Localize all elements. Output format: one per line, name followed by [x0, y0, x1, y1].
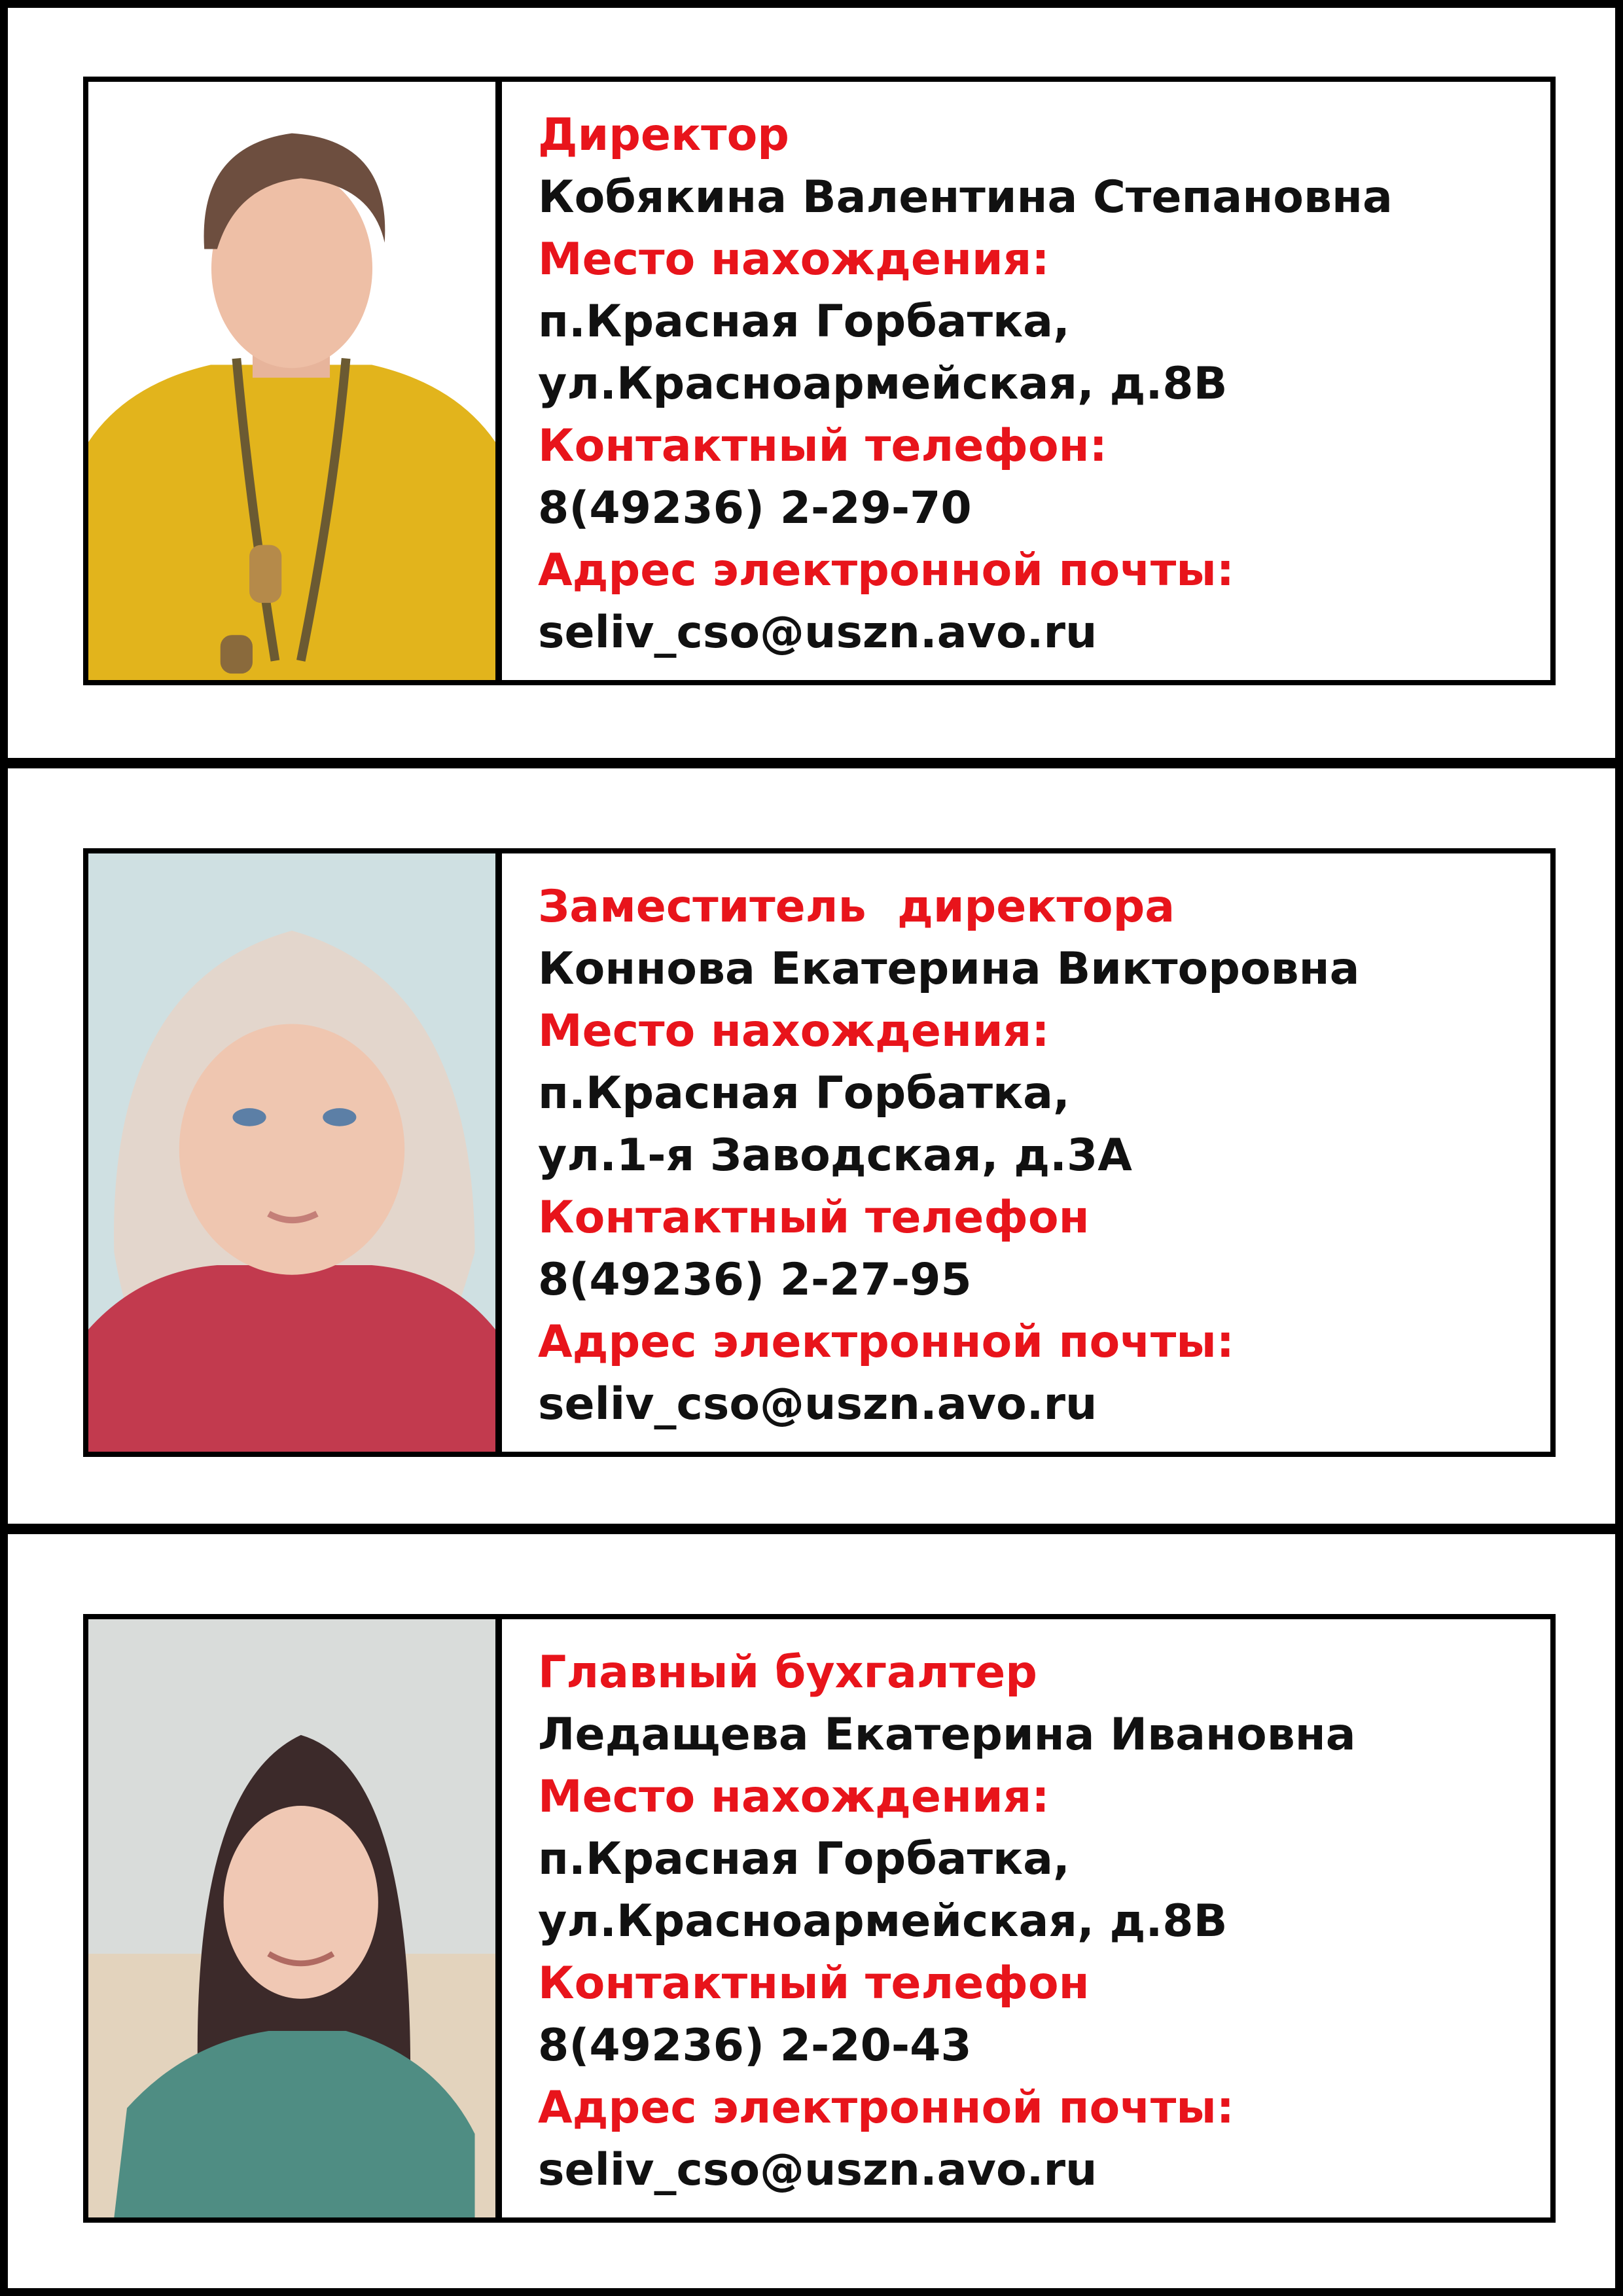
- contact-info-accountant: [502, 1619, 1550, 2217]
- phone-label: Контактный телефон:: [538, 420, 1107, 472]
- contact-info-director: [502, 82, 1550, 680]
- phone-number: 8(49236) 2-29-70: [538, 482, 972, 534]
- photo-director: [88, 82, 502, 680]
- email-label: Адрес электронной почты:: [538, 2082, 1234, 2134]
- contact-card-director: [83, 77, 1556, 685]
- photo-deputy: [88, 853, 502, 1452]
- address-line-1: п.Красная Горбатка,: [538, 1067, 1070, 1119]
- phone-label: Контактный телефон: [538, 1192, 1090, 1244]
- contact-card-accountant: [83, 1614, 1556, 2223]
- panel-director: [0, 0, 1623, 766]
- person-name: Кобякина Валентина Степановна: [538, 171, 1393, 223]
- person-name: Ледащева Екатерина Ивановна: [538, 1709, 1356, 1761]
- email-address: seliv_cso@uszn.avo.ru: [538, 1378, 1097, 1430]
- address-line-2: ул.Красноармейская, д.8В: [538, 1895, 1228, 1947]
- panel-accountant: [0, 1526, 1623, 2296]
- email-address: seliv_cso@uszn.avo.ru: [538, 607, 1097, 658]
- position-title: Главный бухгалтер: [538, 1647, 1037, 1698]
- phone-number: 8(49236) 2-27-95: [538, 1254, 972, 1306]
- address-line-2: ул.1-я Заводская, д.3А: [538, 1130, 1132, 1181]
- photo-accountant: [88, 1619, 502, 2217]
- position-title: Заместитель директора: [538, 881, 1175, 933]
- portrait-icon: [88, 853, 495, 1452]
- address-line-2: ул.Красноармейская, д.8В: [538, 358, 1228, 410]
- address-line-1: п.Красная Горбатка,: [538, 296, 1070, 348]
- position-title: Директор: [538, 109, 789, 161]
- portrait-icon: [88, 1619, 495, 2217]
- address-line-1: п.Красная Горбатка,: [538, 1833, 1070, 1885]
- phone-label: Контактный телефон: [538, 1958, 1090, 2009]
- email-label: Адрес электронной почты:: [538, 545, 1234, 596]
- contact-info-deputy: [502, 853, 1550, 1452]
- panel-deputy: [0, 761, 1623, 1532]
- location-label: Место нахождения:: [538, 1771, 1050, 1823]
- phone-number: 8(49236) 2-20-43: [538, 2020, 972, 2072]
- email-label: Адрес электронной почты:: [538, 1316, 1234, 1368]
- contact-card-deputy: [83, 848, 1556, 1457]
- person-name: Коннова Екатерина Викторовна: [538, 943, 1360, 995]
- location-label: Место нахождения:: [538, 1005, 1050, 1057]
- portrait-icon: [88, 82, 495, 680]
- email-address: seliv_cso@uszn.avo.ru: [538, 2144, 1097, 2196]
- location-label: Место нахождения:: [538, 234, 1050, 285]
